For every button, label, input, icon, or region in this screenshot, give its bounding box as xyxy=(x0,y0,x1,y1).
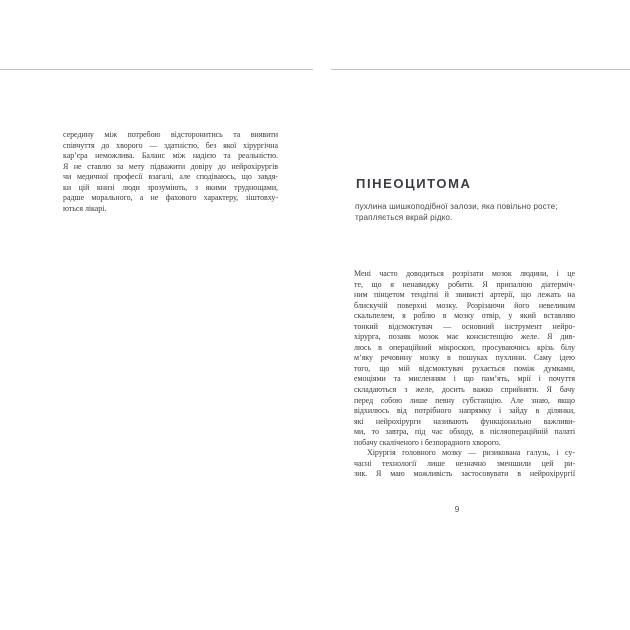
page-number: 9 xyxy=(454,504,460,514)
text-line: чи медичної професії взагалі, але сподіваюсь, що завдя- xyxy=(63,172,278,182)
text-line: які нейрохірурги називають функціонально важливи- xyxy=(354,416,575,426)
text-line: те, що я ненавиджу робити. Я припалюю діатерміч- xyxy=(354,279,575,289)
text-line: кар’єра неможлива. Баланс між надією та реальністю. xyxy=(63,151,278,161)
text-line: емоціями та мисленням і що пам’ять, мрії і почуття xyxy=(354,374,575,384)
chapter-subtitle-line: трапляється вкрай рідко. xyxy=(355,212,453,222)
chapter-heading: ПІНЕОЦИТОМА xyxy=(356,176,472,191)
text-line: ки цій книзі люди зрозуміють, з якими труднощами, xyxy=(63,182,278,192)
text-line: перед собою лише певну субстанцію. Але знаю, якщо xyxy=(354,395,575,405)
text-line: люсь в операційний мікроскоп, просуваючись крізь білу xyxy=(354,342,575,352)
text-line: зик. Я маю можливість застосовувати в нейрохірургії xyxy=(354,469,575,479)
text-line: Хірургія головного мозку — ризикована галузь, і су- xyxy=(367,448,575,458)
text-line: Я не ставлю за мету підважити довіру до нейрохірургів xyxy=(63,161,278,171)
text-line: співчуття до хворого — здатністю, без якої хірургічна xyxy=(63,140,278,150)
text-line: побачу скаліченого і безпорадного хворого. xyxy=(354,437,501,447)
text-line: тонкий відсмоктувач — основний інструмент нейро- xyxy=(354,321,575,331)
text-line: середину між потребою відсторонитись та виявити xyxy=(63,130,278,139)
text-line: радше морального, а не фахового характеру, зіштовху- xyxy=(63,193,278,203)
left-page-paragraph xyxy=(63,130,278,214)
text-line: ним пінцетом тендітні й звивисті артерії, що лежать на xyxy=(354,290,575,300)
text-line: часні технології лише незначно зменшили цей ри- xyxy=(354,458,575,468)
text-line: Мені часто доводиться розрізати мозок людини, і це xyxy=(354,269,575,278)
chapter-subtitle xyxy=(355,202,558,224)
right-page-body xyxy=(354,269,575,480)
text-line: ються лікарі. xyxy=(63,203,107,213)
text-line: м’яку речовину мозку в пошуках пухлини. Саму ідею xyxy=(354,353,575,363)
text-line: відхилюсь від потрібного напрямку і зайду в ділянки, xyxy=(354,406,575,416)
text-line: того, що мій відсмоктувач рухається поміж думками, xyxy=(354,363,575,373)
text-line: ми, то завтра, під час обходу, в післяопераційній палаті xyxy=(354,427,575,437)
text-line: хірурга, позаяк мозок має консистенцію желе. Я див- xyxy=(354,332,575,342)
text-line: блискучій поверхні мозку. Розрізаючи його невеликим xyxy=(354,300,575,310)
text-line: скальпелем, я роблю в мозку отвір, у який вставляю xyxy=(354,311,575,321)
chapter-subtitle-line: пухлина шишкоподібної залози, яка повільно росте; xyxy=(355,202,558,211)
text-line: складаються з желе, досить важко сприйняти. Я бачу xyxy=(354,385,575,395)
